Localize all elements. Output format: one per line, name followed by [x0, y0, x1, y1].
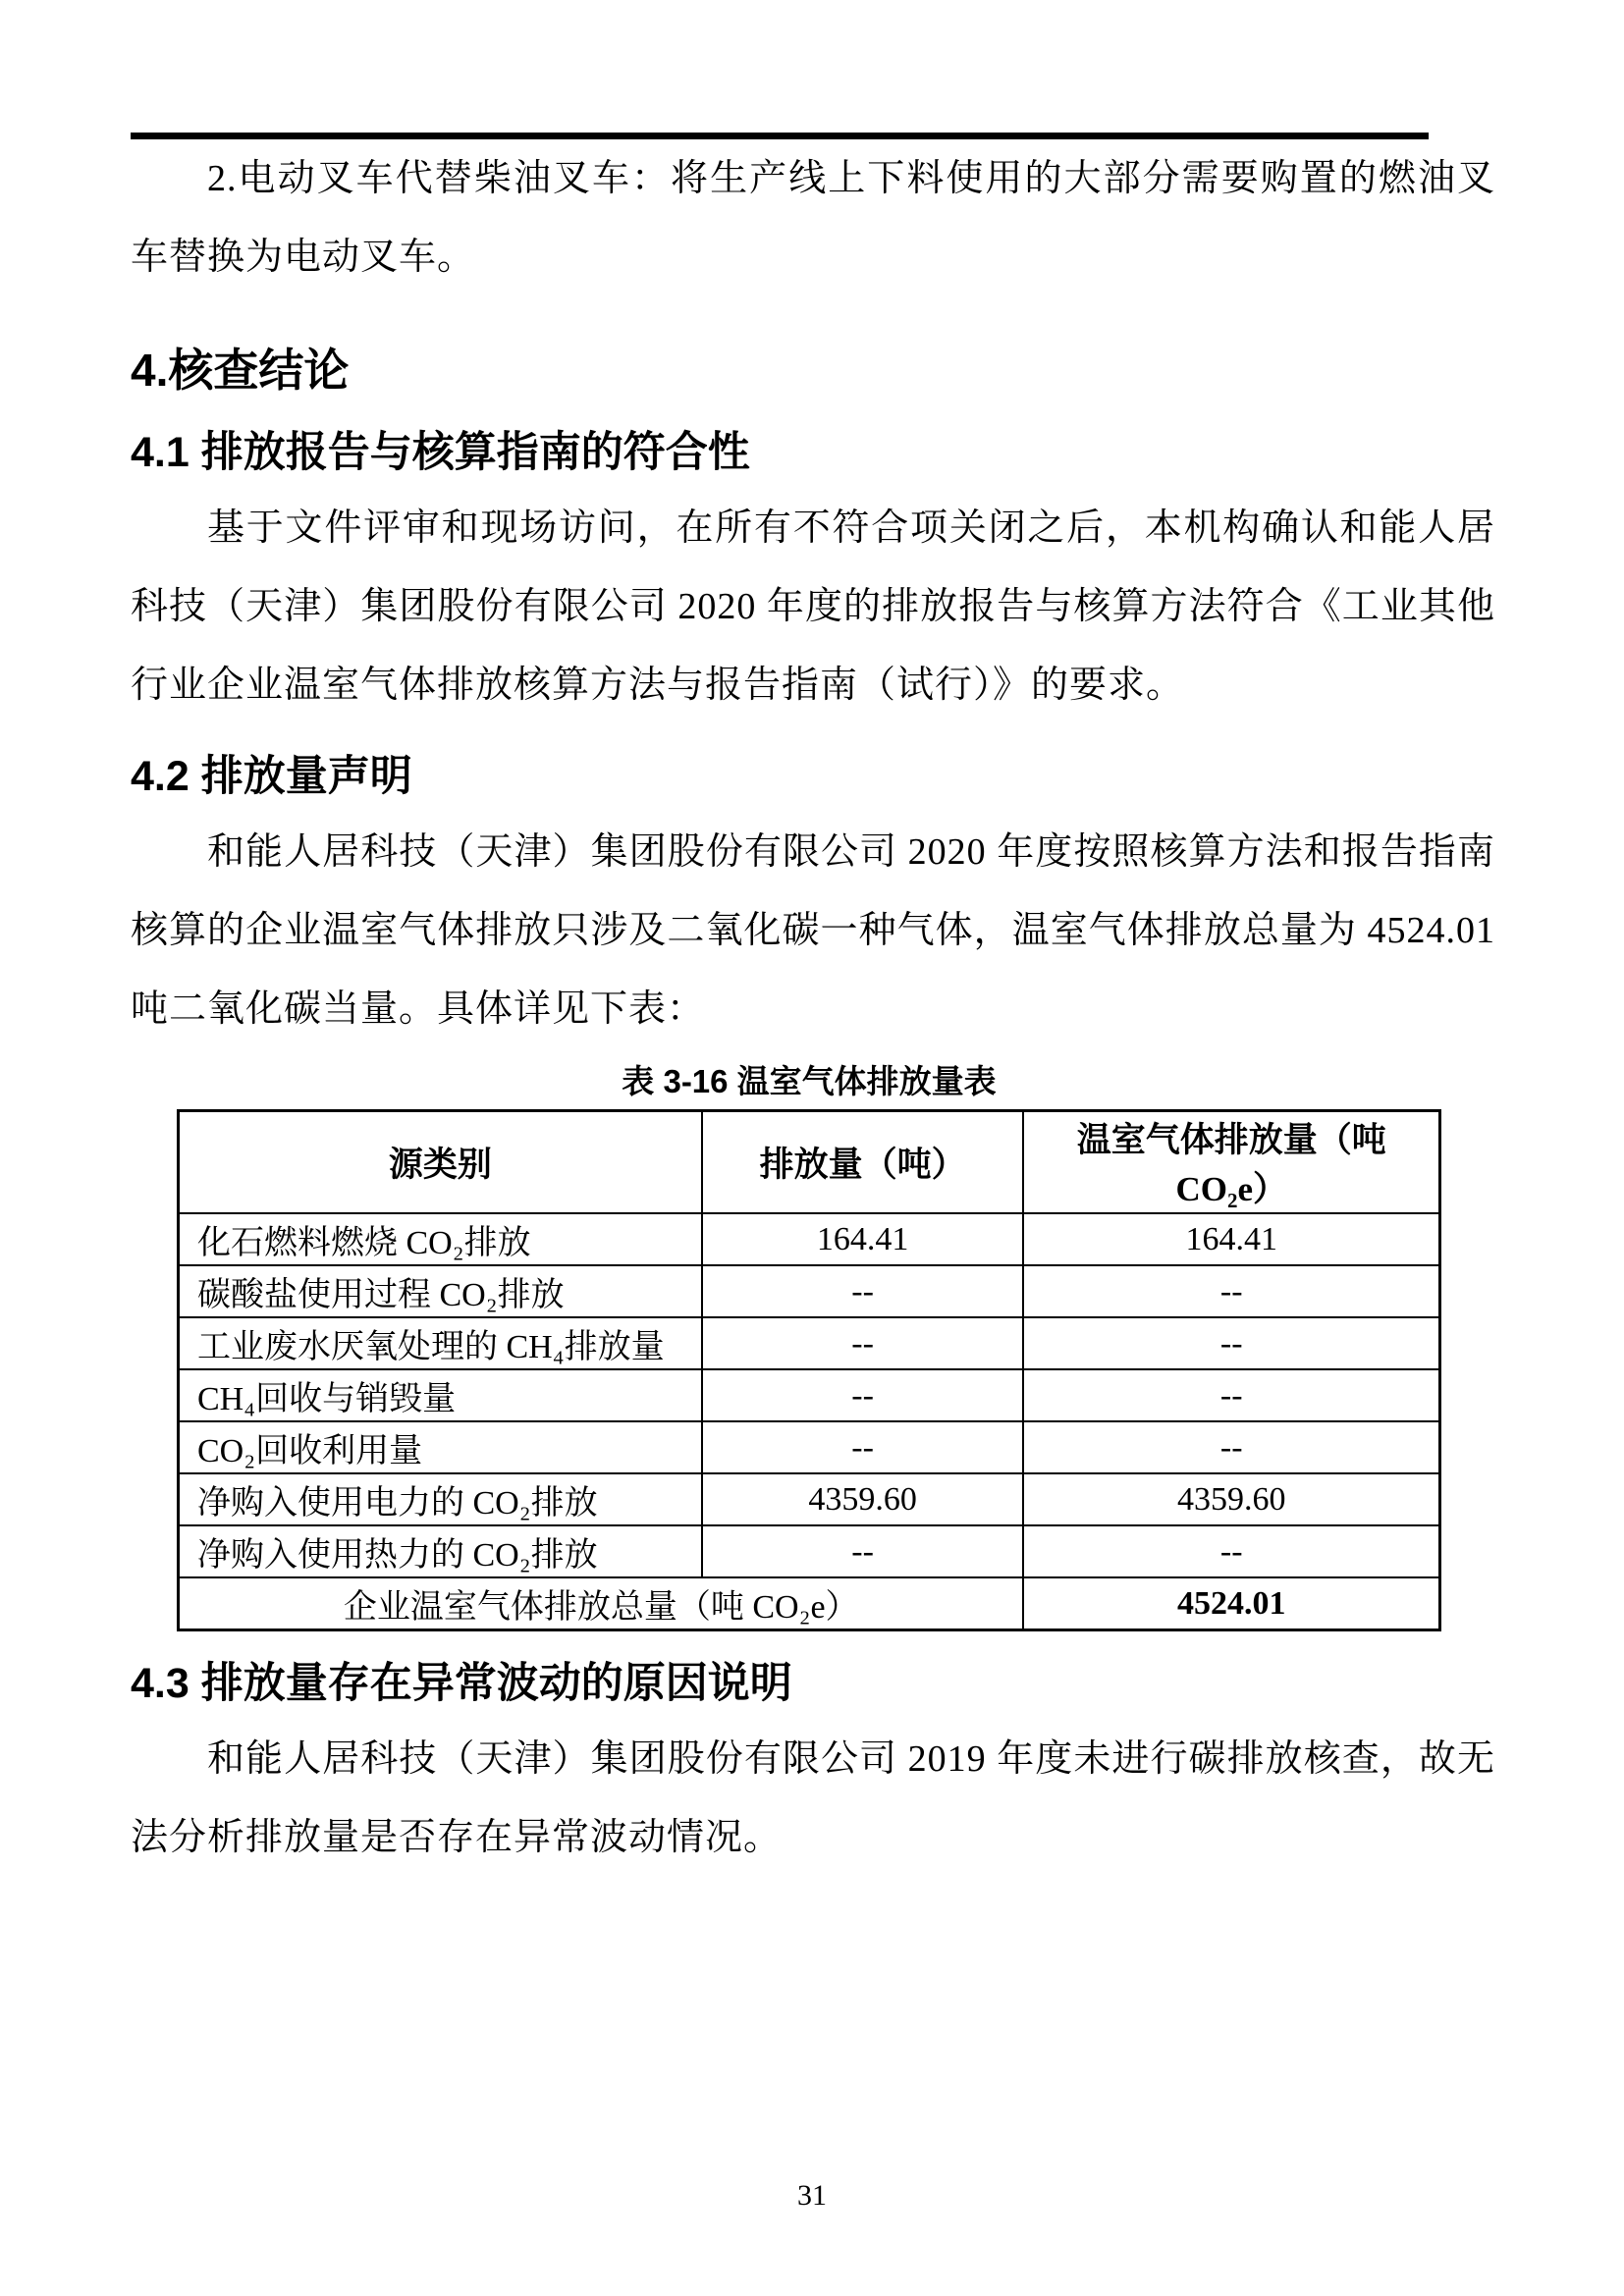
row-label-ch4-recovery: CH₄回收与销毁量 — [179, 1369, 702, 1421]
cell-emission-value: -- — [702, 1369, 1024, 1421]
table-caption: 表 3-16 温室气体排放量表 — [622, 1063, 997, 1099]
table-row — [179, 1369, 1440, 1421]
row-label-purchased-electricity-co2: 净购入使用电力的 CO₂排放 — [179, 1473, 702, 1525]
cell-emission-value: -- — [702, 1265, 1024, 1317]
row-label-carbonate-co2: 碳酸盐使用过程 CO₂排放 — [179, 1265, 702, 1317]
column-header-emission-amount: 排放量（吨） — [702, 1111, 1024, 1214]
table-row — [179, 1265, 1440, 1317]
row-label-purchased-heat-co2: 净购入使用热力的 CO₂排放 — [179, 1525, 702, 1577]
section-4-3-paragraph: 和能人居科技（天津）集团股份有限公司 2019 年度未进行碳排放核查，故无法分析排放量是否存在异常波动情况。 — [131, 1738, 1495, 1858]
row-label-fossil-fuel-co2: 化石燃料燃烧 CO₂排放 — [179, 1213, 702, 1265]
total-row-value: 4524.01 — [1023, 1577, 1439, 1630]
cell-ghg-value: -- — [1023, 1265, 1439, 1317]
cell-ghg-value: -- — [1023, 1421, 1439, 1473]
cell-emission-value: -- — [702, 1317, 1024, 1369]
ghg-emissions-table — [177, 1109, 1441, 1631]
section-4-3-heading: 4.3 排放量存在异常波动的原因说明 — [131, 1660, 792, 1707]
page-number: 31 — [797, 2179, 827, 2212]
table-total-row — [179, 1577, 1440, 1630]
intro-paragraph: 2.电动叉车代替柴油叉车：将生产线上下料使用的大部分需要购置的燃油叉车替换为电动叉车。 — [131, 158, 1495, 278]
section-4-heading: 4.核查结论 — [131, 345, 350, 396]
cell-ghg-value: -- — [1023, 1525, 1439, 1577]
total-row-label: 企业温室气体排放总量（吨 CO₂e） — [179, 1577, 1024, 1630]
cell-emission-value: 4359.60 — [702, 1473, 1024, 1525]
table-row — [179, 1525, 1440, 1577]
cell-emission-value: -- — [702, 1421, 1024, 1473]
table-header-row — [179, 1111, 1440, 1214]
row-label-wastewater-ch4: 工业废水厌氧处理的 CH₄排放量 — [179, 1317, 702, 1369]
table-row — [179, 1317, 1440, 1369]
cell-ghg-value: 164.41 — [1023, 1213, 1439, 1265]
table-row — [179, 1213, 1440, 1265]
cell-emission-value: 164.41 — [702, 1213, 1024, 1265]
column-header-source-category: 源类别 — [179, 1111, 702, 1214]
section-4-1-heading: 4.1 排放报告与核算指南的符合性 — [131, 429, 750, 476]
section-4-2-paragraph: 和能人居科技（天津）集团股份有限公司 2020 年度按照核算方法和报告指南核算的企业温室气体排放只涉及二氧化碳一种气体，温室气体排放总量为 4524.01 吨二氧化碳当量。具体详见下表： — [131, 831, 1495, 1030]
row-label-co2-recycling: CO₂回收利用量 — [179, 1421, 702, 1473]
table-row — [179, 1421, 1440, 1473]
header-divider-rule — [131, 133, 1429, 139]
cell-ghg-value: 4359.60 — [1023, 1473, 1439, 1525]
cell-ghg-value: -- — [1023, 1369, 1439, 1421]
section-4-2-heading: 4.2 排放量声明 — [131, 753, 412, 800]
section-4-1-paragraph: 基于文件评审和现场访问，在所有不符合项关闭之后，本机构确认和能人居科技（天津）集团股份有限公司 2020 年度的排放报告与核算方法符合《工业其他行业企业温室气体排放核算方法与报告指南（试行）》的要求。 — [131, 507, 1495, 706]
page-content — [131, 0, 1495, 1877]
table-row — [179, 1473, 1440, 1525]
cell-ghg-value: -- — [1023, 1317, 1439, 1369]
column-header-ghg-amount: 温室气体排放量（吨 CO₂e） — [1023, 1111, 1439, 1214]
cell-emission-value: -- — [702, 1525, 1024, 1577]
